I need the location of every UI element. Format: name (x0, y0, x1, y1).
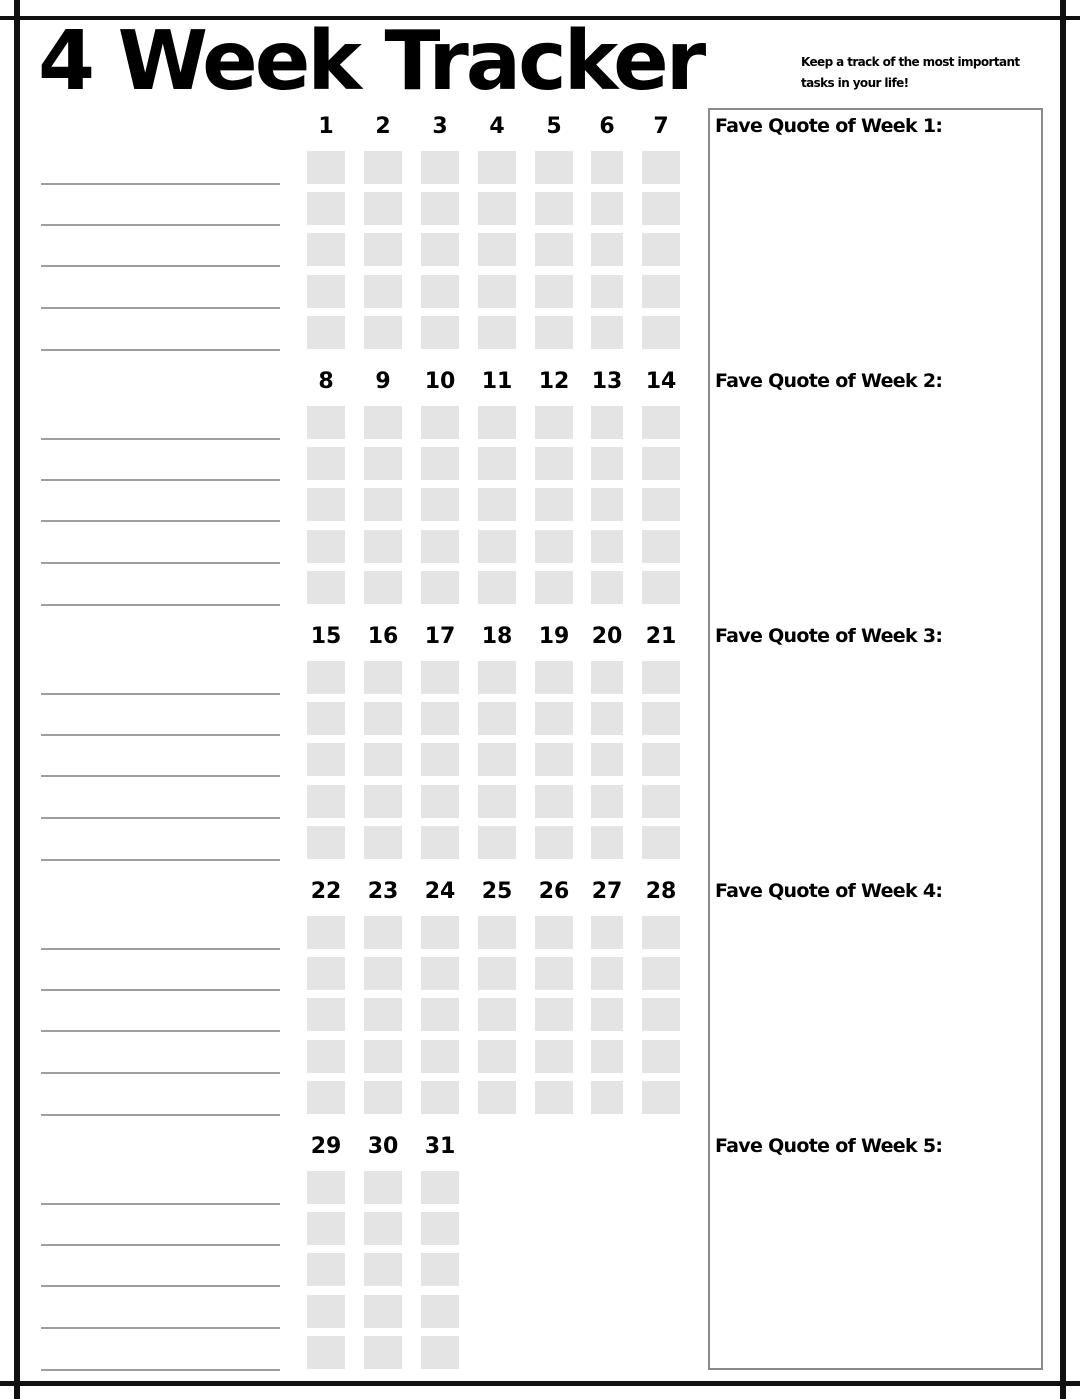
tracker-checkbox[interactable] (642, 233, 680, 266)
day-number: 31 (424, 1134, 456, 1159)
tracker-checkbox[interactable] (535, 275, 573, 308)
tracker-checkbox[interactable] (364, 743, 402, 776)
tracker-checkbox[interactable] (307, 275, 345, 308)
day-number: 2 (375, 114, 391, 139)
tracker-checkbox[interactable] (307, 1171, 345, 1204)
habit-write-line[interactable] (41, 948, 280, 950)
tracker-checkbox[interactable] (478, 998, 516, 1031)
tracker-checkbox[interactable] (421, 1171, 459, 1204)
tracker-checkbox[interactable] (535, 743, 573, 776)
tracker-checkbox[interactable] (535, 151, 573, 184)
tracker-checkbox[interactable] (591, 1040, 623, 1073)
tracker-checkbox[interactable] (591, 192, 623, 225)
tracker-checkbox[interactable] (535, 826, 573, 859)
tracker-checkbox[interactable] (421, 151, 459, 184)
tracker-checkbox[interactable] (307, 488, 345, 521)
tracker-checkbox[interactable] (421, 275, 459, 308)
tracker-checkbox[interactable] (478, 151, 516, 184)
tracker-checkbox[interactable] (591, 661, 623, 694)
tracker-checkbox[interactable] (364, 1081, 402, 1114)
tracker-checkbox[interactable] (591, 530, 623, 563)
day-number: 22 (310, 879, 342, 904)
tracker-checkbox[interactable] (421, 1212, 459, 1245)
tracker-checkbox[interactable] (642, 151, 680, 184)
tracker-checkbox[interactable] (307, 743, 345, 776)
tracker-checkbox[interactable] (307, 826, 345, 859)
tracker-checkbox[interactable] (478, 233, 516, 266)
tracker-checkbox[interactable] (642, 785, 680, 818)
tracker-checkbox[interactable] (421, 447, 459, 480)
tracker-checkbox[interactable] (478, 916, 516, 949)
tracker-checkbox[interactable] (478, 743, 516, 776)
tracker-checkbox[interactable] (421, 661, 459, 694)
tracker-checkbox[interactable] (364, 1295, 402, 1328)
habit-write-line[interactable] (41, 562, 280, 564)
tracker-checkbox[interactable] (307, 192, 345, 225)
tracker-checkbox[interactable] (421, 1081, 459, 1114)
tracker-checkbox[interactable] (364, 571, 402, 604)
day-number: 28 (645, 879, 677, 904)
tracker-checkbox[interactable] (364, 957, 402, 990)
tracker-checkbox[interactable] (591, 916, 623, 949)
day-number: 24 (424, 879, 456, 904)
page-tagline: Keep a track of the most important tasks in your life! (801, 55, 1020, 90)
day-number: 10 (424, 369, 456, 394)
habit-write-line[interactable] (41, 734, 280, 736)
tracker-checkbox[interactable] (364, 1040, 402, 1073)
quote-heading: Fave Quote of Week 1: (715, 115, 943, 137)
day-number: 19 (538, 624, 570, 649)
tracker-checkbox[interactable] (591, 1081, 623, 1114)
tracker-checkbox[interactable] (364, 192, 402, 225)
tracker-checkbox[interactable] (421, 1040, 459, 1073)
day-number: 16 (367, 624, 399, 649)
tracker-checkbox[interactable] (421, 743, 459, 776)
tracker-checkbox[interactable] (364, 661, 402, 694)
day-number: 26 (538, 879, 570, 904)
tracker-checkbox[interactable] (642, 192, 680, 225)
day-number: 1 (318, 114, 334, 139)
tracker-checkbox[interactable] (535, 998, 573, 1031)
tracker-checkbox[interactable] (535, 785, 573, 818)
tracker-checkbox[interactable] (478, 406, 516, 439)
tracker-checkbox[interactable] (591, 785, 623, 818)
tracker-checkbox[interactable] (478, 275, 516, 308)
page-frame-left (14, 0, 20, 1399)
tracker-checkbox[interactable] (307, 785, 345, 818)
tracker-checkbox[interactable] (642, 1081, 680, 1114)
tracker-checkbox[interactable] (535, 1081, 573, 1114)
quote-panel (708, 108, 1043, 1370)
tracker-checkbox[interactable] (535, 916, 573, 949)
tracker-checkbox[interactable] (421, 1336, 459, 1369)
tracker-checkbox[interactable] (478, 488, 516, 521)
day-number: 11 (481, 369, 513, 394)
tracker-checkbox[interactable] (591, 316, 623, 349)
tracker-checkbox[interactable] (421, 571, 459, 604)
tracker-checkbox[interactable] (364, 1336, 402, 1369)
tracker-checkbox[interactable] (307, 316, 345, 349)
tracker-checkbox[interactable] (642, 488, 680, 521)
tracker-checkbox[interactable] (478, 957, 516, 990)
tracker-checkbox[interactable] (364, 702, 402, 735)
tracker-checkbox[interactable] (364, 826, 402, 859)
tracker-checkbox[interactable] (478, 447, 516, 480)
tracker-checkbox[interactable] (364, 275, 402, 308)
tracker-checkbox[interactable] (307, 530, 345, 563)
tracker-checkbox[interactable] (478, 316, 516, 349)
tracker-checkbox[interactable] (478, 1040, 516, 1073)
habit-write-line[interactable] (41, 604, 280, 606)
tracker-checkbox[interactable] (478, 1081, 516, 1114)
habit-write-line[interactable] (41, 520, 280, 522)
tracker-checkbox[interactable] (591, 826, 623, 859)
day-number: 3 (432, 114, 448, 139)
tracker-checkbox[interactable] (591, 447, 623, 480)
tracker-checkbox[interactable] (535, 316, 573, 349)
tracker-checkbox[interactable] (535, 661, 573, 694)
day-number: 29 (310, 1134, 342, 1159)
habit-write-line[interactable] (41, 224, 280, 226)
tracker-checkbox[interactable] (642, 275, 680, 308)
tracker-checkbox[interactable] (421, 1295, 459, 1328)
tracker-checkbox[interactable] (642, 530, 680, 563)
tracker-checkbox[interactable] (642, 316, 680, 349)
habit-write-line[interactable] (41, 307, 280, 309)
day-number: 9 (375, 369, 391, 394)
tracker-checkbox[interactable] (421, 316, 459, 349)
tracker-checkbox[interactable] (642, 826, 680, 859)
tracker-checkbox[interactable] (307, 998, 345, 1031)
tracker-checkbox[interactable] (307, 916, 345, 949)
tracker-checkbox[interactable] (535, 702, 573, 735)
tracker-checkbox[interactable] (642, 571, 680, 604)
page-frame-bottom (0, 1381, 1080, 1386)
tracker-checkbox[interactable] (421, 406, 459, 439)
day-number: 13 (591, 369, 623, 394)
tracker-checkbox[interactable] (478, 530, 516, 563)
habit-write-line[interactable] (41, 349, 280, 351)
day-number: 4 (489, 114, 505, 139)
tracker-checkbox[interactable] (307, 233, 345, 266)
tracker-checkbox[interactable] (307, 1040, 345, 1073)
tracker-checkbox[interactable] (421, 957, 459, 990)
tracker-checkbox[interactable] (478, 192, 516, 225)
tracker-checkbox[interactable] (642, 957, 680, 990)
tracker-checkbox[interactable] (421, 192, 459, 225)
tracker-checkbox[interactable] (364, 1212, 402, 1245)
habit-write-line[interactable] (41, 1114, 280, 1116)
tracker-checkbox[interactable] (307, 151, 345, 184)
habit-write-line[interactable] (41, 183, 280, 185)
tracker-checkbox[interactable] (478, 661, 516, 694)
tracker-checkbox[interactable] (591, 488, 623, 521)
day-number: 15 (310, 624, 342, 649)
habit-write-line[interactable] (41, 1030, 280, 1032)
tracker-checkbox[interactable] (591, 743, 623, 776)
tracker-checkbox[interactable] (421, 826, 459, 859)
tracker-checkbox[interactable] (364, 233, 402, 266)
day-number: 18 (481, 624, 513, 649)
day-number: 14 (645, 369, 677, 394)
tracker-checkbox[interactable] (421, 785, 459, 818)
tracker-checkbox[interactable] (364, 1253, 402, 1286)
habit-write-line[interactable] (41, 1285, 280, 1287)
habit-write-line[interactable] (41, 1203, 280, 1205)
tracker-checkbox[interactable] (642, 1040, 680, 1073)
tracker-checkbox[interactable] (364, 530, 402, 563)
day-number: 25 (481, 879, 513, 904)
tracker-checkbox[interactable] (642, 661, 680, 694)
habit-write-line[interactable] (41, 1369, 280, 1371)
tracker-checkbox[interactable] (307, 702, 345, 735)
habit-write-line[interactable] (41, 693, 280, 695)
tracker-checkbox[interactable] (478, 571, 516, 604)
tracker-checkbox[interactable] (642, 743, 680, 776)
day-number: 17 (424, 624, 456, 649)
tracker-checkbox[interactable] (421, 488, 459, 521)
day-number: 12 (538, 369, 570, 394)
habit-write-line[interactable] (41, 817, 280, 819)
tracker-checkbox[interactable] (421, 233, 459, 266)
habit-write-line[interactable] (41, 775, 280, 777)
page-frame-right (1060, 0, 1066, 1399)
tracker-checkbox[interactable] (307, 1081, 345, 1114)
tracker-checkbox[interactable] (307, 447, 345, 480)
day-number: 20 (591, 624, 623, 649)
tracker-checkbox[interactable] (535, 488, 573, 521)
tracker-checkbox[interactable] (364, 916, 402, 949)
tracker-checkbox[interactable] (642, 916, 680, 949)
tracker-checkbox[interactable] (591, 151, 623, 184)
page-title: 4 Week Tracker (38, 14, 704, 109)
tracker-checkbox[interactable] (642, 702, 680, 735)
day-number: 8 (318, 369, 334, 394)
tracker-checkbox[interactable] (421, 530, 459, 563)
tracker-checkbox[interactable] (307, 1295, 345, 1328)
tracker-checkbox[interactable] (535, 957, 573, 990)
tracker-checkbox[interactable] (421, 1253, 459, 1286)
tracker-checkbox[interactable] (307, 661, 345, 694)
habit-write-line[interactable] (41, 265, 280, 267)
tracker-checkbox[interactable] (591, 406, 623, 439)
tracker-checkbox[interactable] (535, 233, 573, 266)
tracker-checkbox[interactable] (364, 151, 402, 184)
tracker-checkbox[interactable] (364, 488, 402, 521)
day-number: 21 (645, 624, 677, 649)
habit-write-line[interactable] (41, 989, 280, 991)
tracker-checkbox[interactable] (642, 447, 680, 480)
tracker-checkbox[interactable] (591, 702, 623, 735)
tracker-checkbox[interactable] (421, 998, 459, 1031)
day-number: 6 (599, 114, 615, 139)
tracker-checkbox[interactable] (478, 785, 516, 818)
tracker-checkbox[interactable] (364, 998, 402, 1031)
quote-heading: Fave Quote of Week 2: (715, 370, 943, 392)
tracker-checkbox[interactable] (478, 702, 516, 735)
habit-write-line[interactable] (41, 859, 280, 861)
tracker-checkbox[interactable] (642, 998, 680, 1031)
habit-write-line[interactable] (41, 1327, 280, 1329)
quote-heading: Fave Quote of Week 5: (715, 1135, 943, 1157)
tracker-checkbox[interactable] (307, 957, 345, 990)
tracker-checkbox[interactable] (535, 406, 573, 439)
tracker-checkbox[interactable] (642, 406, 680, 439)
tracker-checkbox[interactable] (535, 1040, 573, 1073)
day-number: 27 (591, 879, 623, 904)
tracker-checkbox[interactable] (364, 406, 402, 439)
day-number: 5 (546, 114, 562, 139)
tracker-checkbox[interactable] (364, 785, 402, 818)
tracker-checkbox[interactable] (535, 192, 573, 225)
quote-heading: Fave Quote of Week 4: (715, 880, 943, 902)
quote-heading: Fave Quote of Week 3: (715, 625, 943, 647)
tracker-checkbox[interactable] (421, 916, 459, 949)
tracker-checkbox[interactable] (591, 571, 623, 604)
tracker-checkbox[interactable] (307, 1336, 345, 1369)
tracker-checkbox[interactable] (591, 275, 623, 308)
tracker-checkbox[interactable] (535, 447, 573, 480)
tracker-checkbox[interactable] (364, 1171, 402, 1204)
habit-write-line[interactable] (41, 479, 280, 481)
habit-write-line[interactable] (41, 1244, 280, 1246)
day-number: 7 (653, 114, 669, 139)
tracker-checkbox[interactable] (307, 571, 345, 604)
tracker-checkbox[interactable] (591, 998, 623, 1031)
tracker-checkbox[interactable] (364, 316, 402, 349)
habit-write-line[interactable] (41, 438, 280, 440)
tracker-checkbox[interactable] (591, 233, 623, 266)
tracker-checkbox[interactable] (478, 826, 516, 859)
tracker-checkbox[interactable] (307, 406, 345, 439)
tracker-checkbox[interactable] (535, 530, 573, 563)
day-number: 30 (367, 1134, 399, 1159)
tracker-checkbox[interactable] (307, 1253, 345, 1286)
tracker-checkbox[interactable] (364, 447, 402, 480)
tracker-checkbox[interactable] (535, 571, 573, 604)
habit-write-line[interactable] (41, 1072, 280, 1074)
tracker-checkbox[interactable] (307, 1212, 345, 1245)
tracker-checkbox[interactable] (421, 702, 459, 735)
day-number: 23 (367, 879, 399, 904)
tracker-checkbox[interactable] (591, 957, 623, 990)
